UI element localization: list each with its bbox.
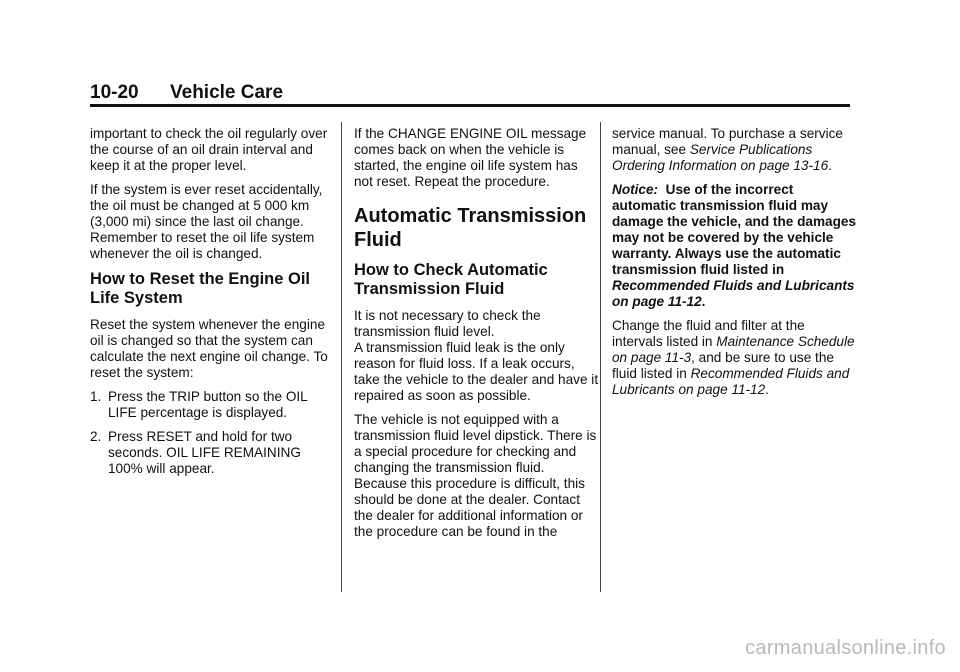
column-1 — [90, 126, 335, 485]
cross-reference-link[interactable]: Maintenance Schedule on page 11-3 — [612, 334, 855, 365]
step-item — [90, 389, 335, 421]
paragraph — [612, 126, 857, 174]
paragraph: Reset the system whenever the engine oil is changed so that the system can calculate the next engine oil change. To reset the system: — [90, 317, 328, 380]
column-divider-2 — [600, 122, 601, 592]
column-3 — [612, 126, 857, 406]
cross-reference-link[interactable]: Service Publications Ordering Information on page 13-16 — [612, 142, 829, 173]
column-2 — [354, 126, 599, 548]
header-rule — [90, 104, 850, 107]
step-item — [90, 429, 335, 477]
step-number: 2. — [90, 429, 102, 444]
text-run: . — [701, 294, 706, 309]
step-number: 1. — [90, 389, 102, 404]
step-text: Press the TRIP button so the OIL LIFE percentage is displayed. — [108, 389, 308, 420]
text-run: service manual. To purchase a service manual, see — [612, 126, 843, 157]
paragraph: The vehicle is not equipped with a transmission fluid level dipstick. There is a special procedure for checking and changing the transmission fluid. Because this procedure is difficult, this should be done at the dealer. Contact the dealer for additional information or the procedure can be found in the — [354, 412, 597, 539]
watermark: carmanualsonline.info — [745, 637, 946, 659]
paragraph — [354, 308, 599, 404]
subheading-check-transmission-fluid: How to Check Automatic Transmission Fluid — [354, 261, 548, 298]
page-number: 10-20 — [90, 82, 139, 103]
column-divider-1 — [341, 122, 342, 592]
step-text: Press RESET and hold for two seconds. OIL LIFE REMAINING 100% will appear. — [108, 429, 301, 476]
cross-reference-link[interactable]: Recommended Fluids and Lubricants on page 11-12 — [612, 278, 855, 309]
subheading-reset-oil-life: How to Reset the Engine Oil Life System — [90, 270, 311, 307]
sentence: It is not necessary to check the transmission fluid level. — [354, 308, 541, 339]
heading-automatic-transmission-fluid: Automatic Transmission Fluid — [354, 205, 587, 251]
cross-reference-link[interactable]: Recommended Fluids and Lubricants on page 11-12 — [612, 366, 850, 397]
text-run: , and be sure to use the fluid listed in — [612, 350, 834, 381]
paragraph: If the CHANGE ENGINE OIL message comes back on when the vehicle is started, the engine oil life system has not reset. Repeat the procedure. — [354, 126, 587, 189]
text-run: Use of the incorrect automatic transmission fluid may damage the vehicle, and the damages may not be covered by the vehicle warranty. Always use the automatic transmission fluid listed in — [612, 182, 857, 277]
paragraph — [612, 318, 857, 398]
notice-paragraph — [612, 182, 857, 310]
text-run: Change the fluid and filter at the intervals listed in — [612, 318, 805, 349]
page-header — [90, 80, 850, 106]
text-run: . — [828, 158, 832, 173]
sentence: A transmission fluid leak is the only reason for fluid loss. If a leak occurs, take the vehicle to the dealer and have it repaired as soon as possible. — [354, 340, 599, 403]
paragraph: If the system is ever reset accidentally, the oil must be changed at 5 000 km (3,000 mi) since the last oil change. Remember to reset the oil life system whenever the oil is changed. — [90, 182, 323, 261]
paragraph: important to check the oil regularly over the course of an oil drain interval and keep it at the proper level. — [90, 126, 328, 173]
notice-label: Notice: — [612, 182, 659, 197]
section-title: Vehicle Care — [170, 82, 284, 103]
text-run: . — [765, 382, 769, 397]
